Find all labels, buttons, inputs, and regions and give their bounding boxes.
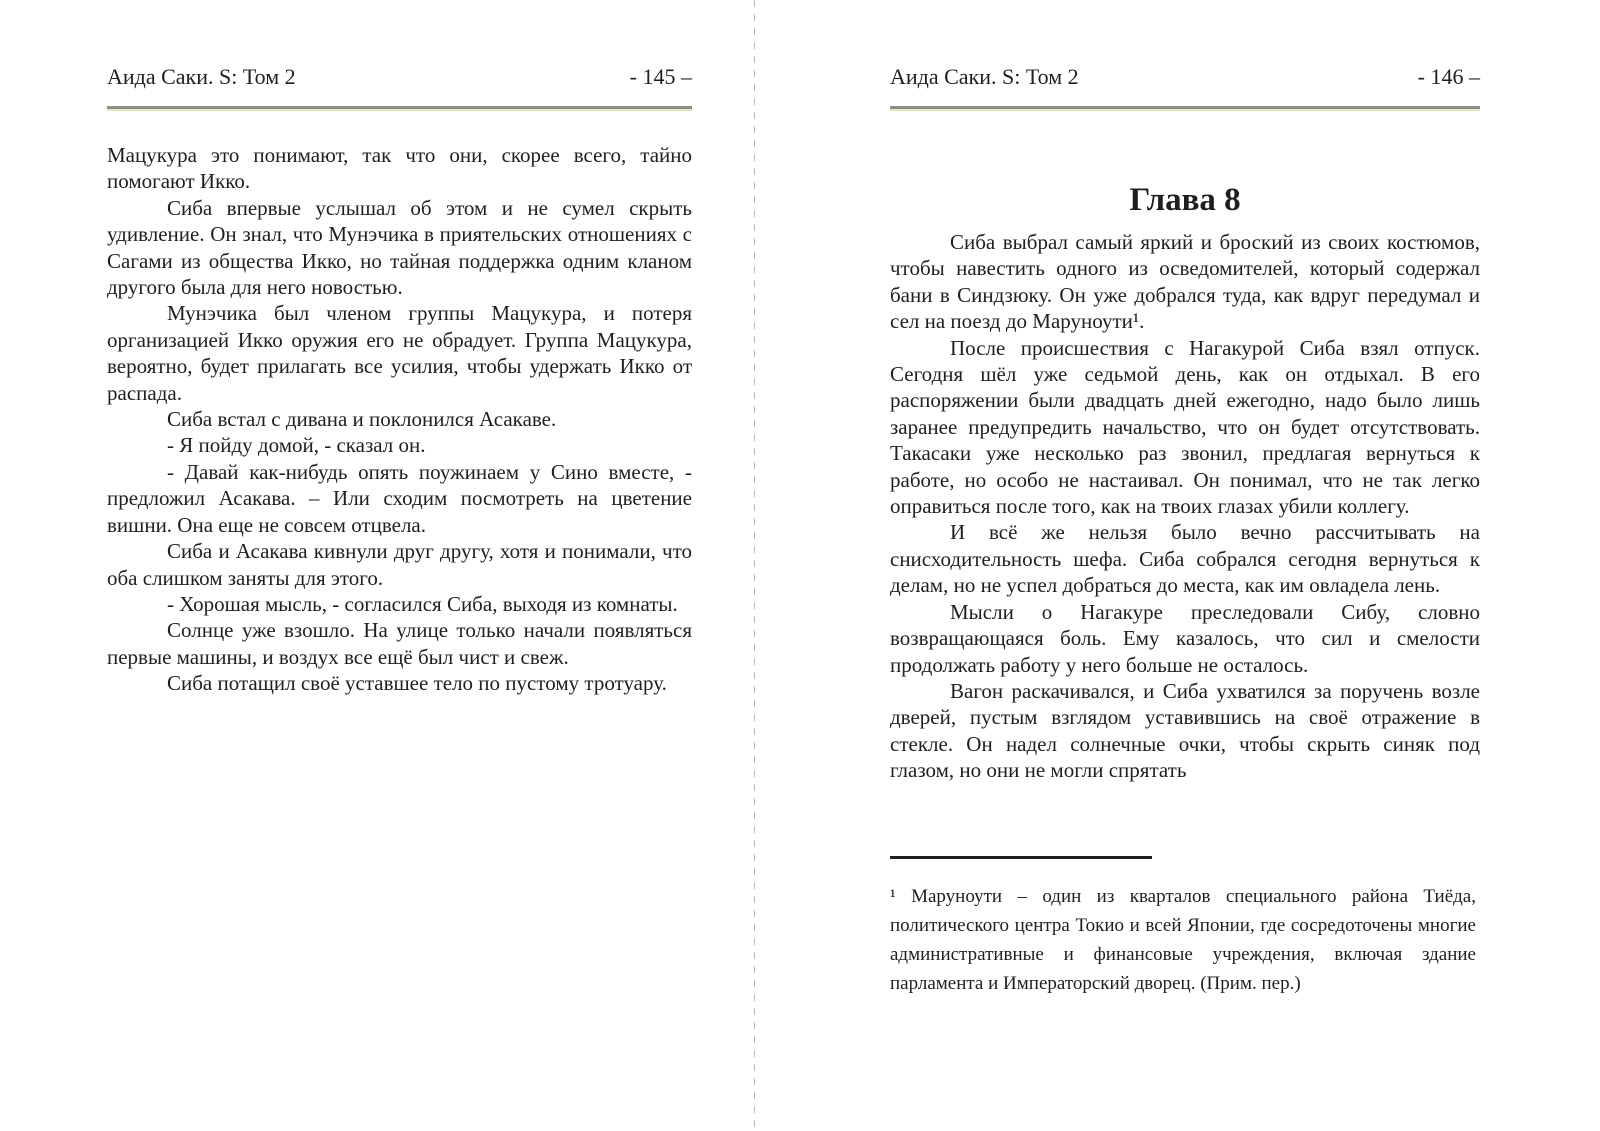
paragraph: Сиба выбрал самый яркий и броский из своих костюмов, чтобы навестить одного из осведомителей, который содержал бани в Синдзюку. Он уже добрался туда, как вдруг передумал и сел на поезд до Маруноути¹.	[890, 230, 1480, 334]
paragraph: После происшествия с Нагакурой Сиба взял отпуск. Сегодня шёл уже седьмой день, как он отдыхал. В его распоряжении были двадцать дней ежегодно, надо было лишь заранее предупредить начальство, что он будет отсутствовать. Такасаки уже несколько раз звонил, предлагая вернуться к работе, но особо не настаивал. Он понимал, что не так легко оправиться после того, как на твоих глазах убили коллегу.	[890, 335, 1480, 519]
paragraph: Солнце уже взошло. На улице только начали появляться первые машины, и воздух все ещё был чист и свеж.	[107, 618, 692, 669]
paragraph: Мысли о Нагакуре преследовали Сибу, словно возвращающаяся боль. Ему казалось, что сил и смелости продолжать работу у него больше не осталось.	[890, 599, 1480, 677]
page-body	[890, 229, 1480, 784]
page-number: - 146 –	[1417, 64, 1480, 89]
paragraph: Мацукура это понимают, так что они, скорее всего, тайно помогают Икко.	[107, 143, 692, 194]
paragraph: Сиба впервые услышал об этом и не сумел скрыть удивление. Он знал, что Мунэчика в приятельских отношениях с Сагами из общества Икко, но тайная поддержка одним кланом другого была для него новостью.	[107, 195, 692, 300]
paragraph: Сиба встал с дивана и поклонился Асакаве.	[167, 407, 557, 432]
page-right	[890, 0, 1480, 1131]
page-header	[107, 64, 692, 90]
page-left	[107, 0, 692, 1131]
paragraph: Сиба потащил своё уставшее тело по пустому тротуару.	[167, 671, 667, 696]
header-rule	[107, 106, 692, 109]
paragraph: - Я пойду домой, - сказал он.	[167, 433, 426, 458]
footnote-separator	[890, 856, 1152, 859]
page-body	[107, 142, 692, 697]
page-divider	[754, 0, 755, 1131]
chapter-title: Глава 8	[1129, 182, 1241, 219]
running-title: Аида Саки. S: Том 2	[890, 64, 1079, 89]
page-number: - 145 –	[629, 64, 692, 89]
footnote: ¹ Маруноути – один из кварталов специального района Тиёда, политического центра Токио и всей Японии, где сосредоточены многие административные и финансовые учреждения, включая здание парламента и Императорский дворец. (Прим. пер.)	[890, 886, 1476, 994]
header-rule	[890, 106, 1480, 109]
page-header	[890, 64, 1480, 90]
paragraph: Мунэчика был членом группы Мацукура, и потеря организацией Икко оружия его не обрадует. Группа Мацукура, вероятно, будет прилагать все усилия, чтобы удержать Икко от распада.	[107, 301, 692, 405]
paragraph: И всё же нельзя было вечно рассчитывать на снисходительность шефа. Сиба собрался сегодня вернуться к делам, но не успел добраться до места, как им овладела лень.	[890, 520, 1480, 598]
paragraph: - Хорошая мысль, - согласился Сиба, выходя из комнаты.	[167, 591, 678, 616]
paragraph: Вагон раскачивался, и Сиба ухватился за поручень возле дверей, пустым взглядом уставившись на своё отражение в стекле. Он надел солнечные очки, чтобы скрыть синяк под глазом, но они не могли спрятать	[890, 678, 1480, 783]
paragraph: - Давай как-нибудь опять поужинаем у Сино вместе, - предложил Асакава. – Или сходим посмотреть на цветение вишни. Она еще не совсем отцвела.	[107, 459, 692, 537]
paragraph: Сиба и Асакава кивнули друг другу, хотя и понимали, что оба слишком заняты для этого.	[107, 539, 692, 590]
running-title: Аида Саки. S: Том 2	[107, 64, 296, 89]
